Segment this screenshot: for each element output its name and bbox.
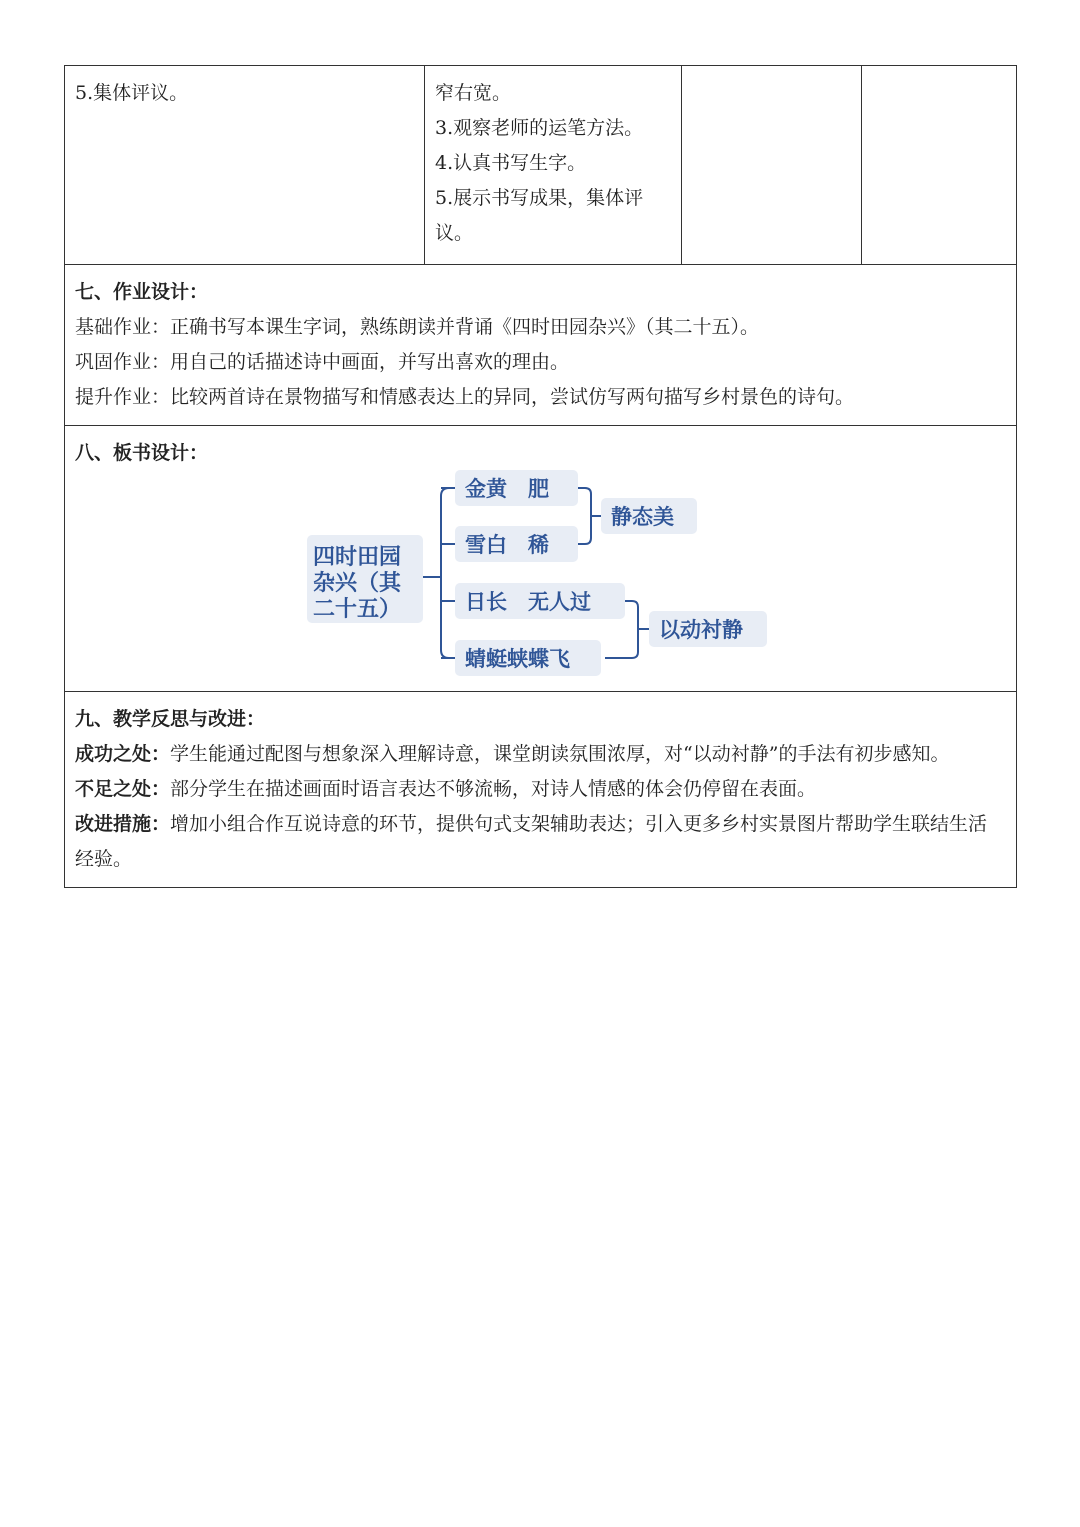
section-title-board: 八、板书设计： (75, 442, 209, 464)
teacher-activity-line: 5.集体评议。 (75, 82, 189, 104)
improve-text: 增加小组合作互说诗意的环节，提供句式支架辅助表达；引入更多乡村实景图片帮助学生联结生活经验。 (75, 813, 988, 870)
root-node-line: 四时田园 (313, 545, 402, 570)
homework-item: 提升作业：比较两首诗在景物描写和情感表达上的异同，尝试仿写两句描写乡村景色的诗句。 (75, 386, 855, 408)
reflection-row (65, 692, 1017, 888)
student-activity-line: 议。 (435, 222, 474, 244)
root-node-line: 二十五） (313, 597, 402, 622)
board-row (65, 426, 1017, 692)
reflection-cell (65, 692, 1017, 888)
board-mindmap (295, 466, 775, 676)
empty-cell (682, 66, 862, 265)
empty-cell (862, 66, 1017, 265)
section-title-homework: 七、作业设计： (75, 281, 209, 303)
group-node-text: 静态美 (611, 505, 674, 529)
student-activity-line: 5.展示书写成果，集体评 (435, 187, 644, 209)
bracket-line (441, 488, 449, 658)
student-activity-line: 3.观察老师的运笔方法。 (435, 117, 644, 139)
homework-item: 基础作业：正确书写本课生字词，熟练朗读并背诵《四时田园杂兴》（其二十五）。 (75, 316, 760, 338)
board-cell (65, 426, 1017, 692)
root-node-line: 杂兴（其 (313, 571, 402, 596)
group-node-text: 以动衬静 (659, 618, 743, 642)
activity-row (65, 66, 1017, 265)
section-title-reflection: 九、教学反思与改进： (75, 708, 266, 730)
homework-cell (65, 265, 1017, 426)
branch-node-text: 日长 无人过 (465, 590, 591, 614)
bracket-line (578, 488, 591, 544)
success-paragraph (75, 737, 1006, 772)
improve-paragraph (75, 807, 1006, 877)
lesson-plan-table (64, 65, 1017, 888)
branch-node-text: 金黄 肥 (465, 477, 549, 501)
student-activity-line: 4.认真书写生字。 (435, 152, 587, 174)
success-text: 学生能通过配图与想象深入理解诗意，课堂朗读氛围浓厚，对“以动衬静”的手法有初步感知。 (170, 743, 950, 765)
shortfall-text: 部分学生在描述画面时语言表达不够流畅，对诗人情感的体会仍停留在表面。 (170, 778, 817, 800)
student-activity-line: 窄右宽。 (435, 82, 512, 104)
student-activity-cell (425, 66, 682, 265)
shortfall-paragraph (75, 772, 1006, 807)
success-label: 成功之处： (75, 743, 171, 765)
branch-node-text: 蜻蜓蛱蝶飞 (465, 647, 570, 671)
teacher-activity-cell (65, 66, 425, 265)
shortfall-label: 不足之处： (75, 778, 171, 800)
homework-row (65, 265, 1017, 426)
branch-node-text: 雪白 稀 (465, 533, 549, 557)
improve-label: 改进措施： (75, 813, 171, 835)
homework-item: 巩固作业：用自己的话描述诗中画面，并写出喜欢的理由。 (75, 351, 570, 373)
